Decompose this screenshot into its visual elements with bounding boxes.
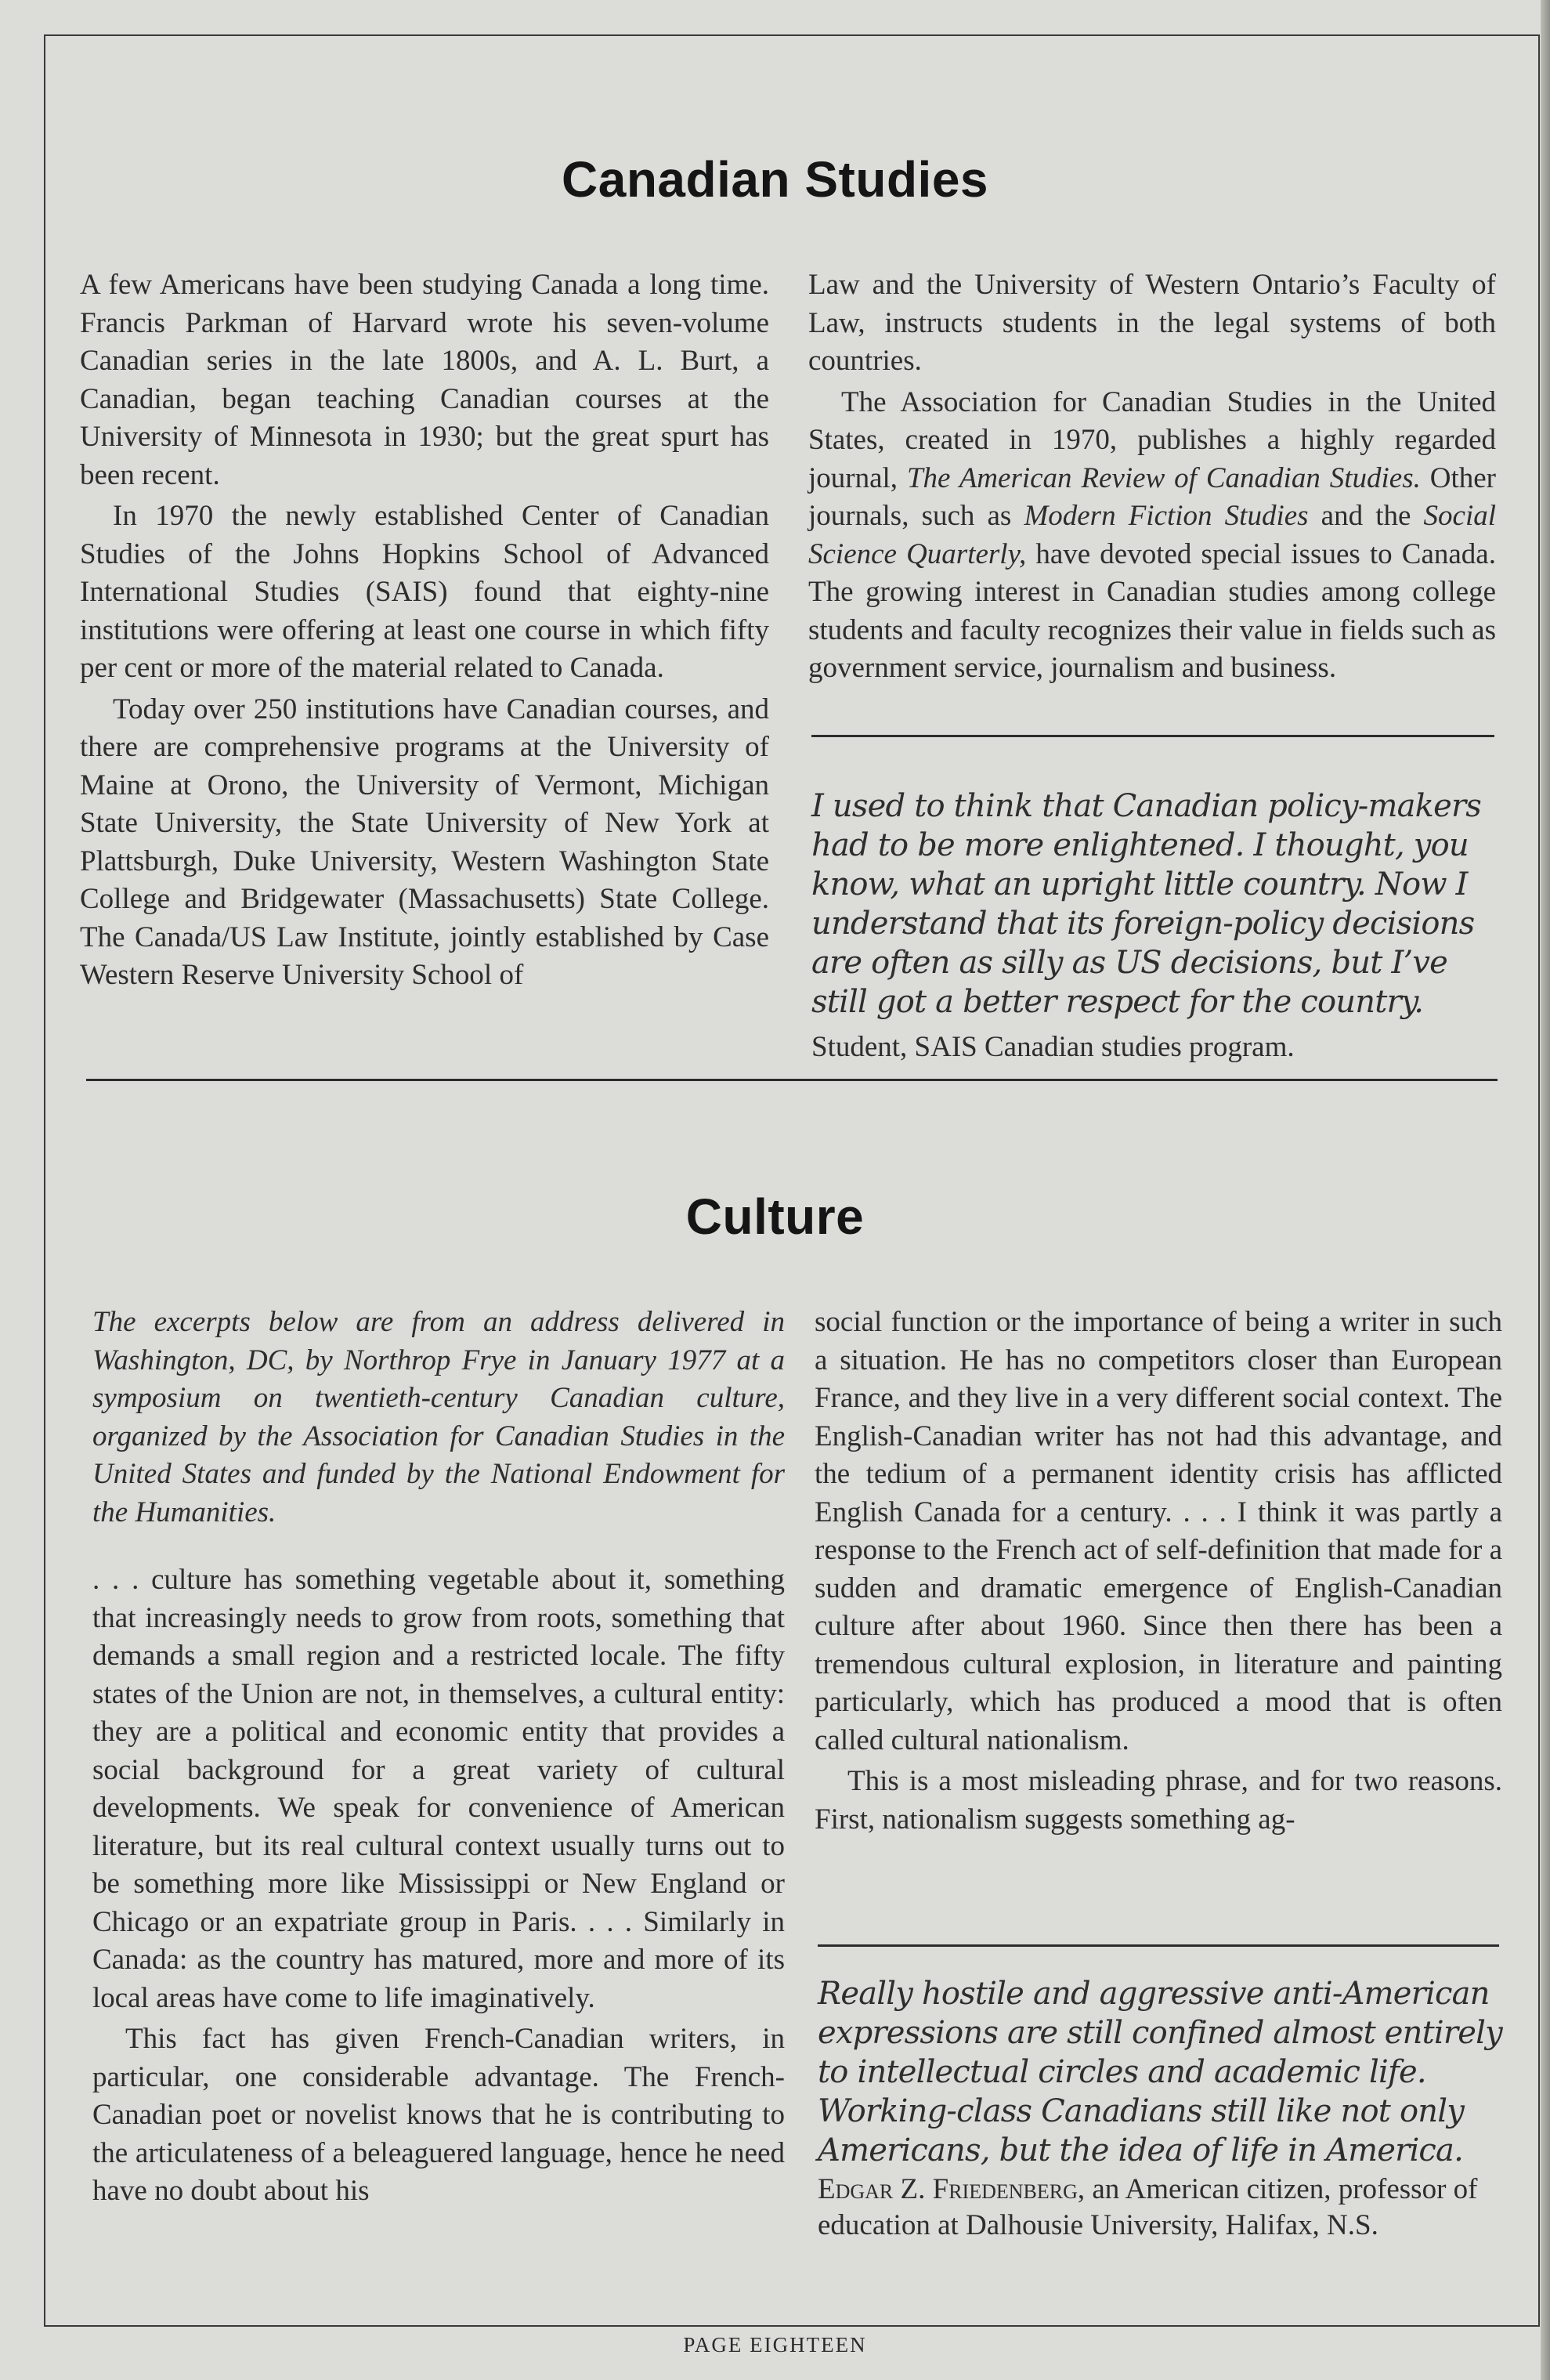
section-title-culture: Culture <box>685 1188 865 1245</box>
paragraph: Law and the University of Western Ontario’s Faculty of Law, instructs students in the legal systems of both countries. <box>808 269 1496 377</box>
quote-divider <box>818 1944 1499 1947</box>
paragraph: A few Americans have been studying Canada a long time. Francis Parkman of Harvard wrote his seven-volume Canadian series in the late 1800s, and A. L. Burt, a Canadian, began teaching Canadian courses at the University of Minnesota in 1930; but the great spurt has been recent. <box>80 269 769 491</box>
text-run: The Association for Canadian Studies in the United States, created in 1970, publishes a highly regarded journal, <box>808 385 1496 494</box>
paragraph: . . . culture has something vegetable about it, something that increasingly needs to grow from roots, something that demands a small region and a restricted locale. The fifty states of the Union are not, in themselves, a cultural entity: they are a political and economic entity that provides a social background for a great variety of cultural developments. We speak for convenience of American literature, but its real cultural context usually turns out to be something more like Mississippi or New England or Chicago or an expatriate group in Paris. . . . Similarly in Canada: as the country has matured, more and more of its local areas have come to life imaginatively. <box>92 1564 785 2014</box>
canadian-studies-right-column <box>808 266 1496 688</box>
paragraph: This is a most misleading phrase, and for two reasons. First, nationalism suggests something ag- <box>815 1765 1502 1836</box>
quote-divider <box>811 735 1494 737</box>
text-run: have devoted special issues to Canada. The growing interest in Canadian studies among college students and faculty recognizes their value in fields such as government service, journalism and business. <box>808 537 1496 684</box>
pull-quote-source <box>818 2172 1499 2244</box>
paragraph: In 1970 the newly established Center of Canadian Studies of the Johns Hopkins School of Advanced International Studies (SAIS) found that eighty-nine institutions were offering at least one course in which fifty per cent or more of the material related to Canada. <box>80 500 769 684</box>
section-divider <box>86 1079 1498 1081</box>
paragraph: Today over 250 institutions have Canadian courses, and there are comprehensive programs at the University of Maine at Orono, the University of Vermont, Michigan State University, the State University of New York at Plattsburgh, Duke University, Western Washington State College and Bridgewater (Massachusetts) State College. The Canada/US Law Institute, jointly established by Case Western Reserve University School of <box>80 693 769 991</box>
paragraph <box>808 384 1496 688</box>
pull-quote-source: Student, SAIS Canadian studies program. <box>811 1031 1295 1063</box>
page-number: PAGE EIGHTEEN <box>683 2333 867 2356</box>
pull-quote: I used to think that Canadian policy-makers had to be more enlightened. I thought, you know, what an upright little country. Now I understand that its foreign-policy decisions are often as silly as US decisions, but I’ve still got a better respect for the country. <box>811 788 1481 1020</box>
intro-paragraph: The excerpts below are from an address delivered in Washington, DC, by Northrop Frye in January 1977 at a symposium on twentieth-century Canadian culture, organized by the Association for Canadian Studies in the United States and funded by the National Endowment for the Humanities. <box>92 1306 785 1528</box>
text-run: and the <box>1308 500 1424 532</box>
canadian-studies-left-column <box>80 266 769 995</box>
section-title-canadian-studies: Canadian Studies <box>562 151 988 208</box>
journal-title: Modern Fiction Studies <box>1024 500 1309 532</box>
culture-right-column <box>815 1304 1502 1839</box>
culture-left-column <box>92 1304 785 2211</box>
journal-title: The American Review of Canadian Studies. <box>906 461 1421 494</box>
quote-author-description: , an American citizen, professor of education at Dalhousie University, Halifax, N.S. <box>818 2173 1478 2241</box>
paragraph: social function or the importance of being a writer in such a situation. He has no competitors closer than European France, and they live in a very different social context. The English-Canadian writer has not had this advantage, and the tedium of a permanent identity crisis has afflicted English Canada for a century. . . . I think it was partly a response to the French act of self-definition that made for a sudden and dramatic emergence of English-Canadian culture after about 1960. Since then there has been a tremendous cultural explosion, in literature and painting particularly, which has produced a mood that is often called cultural nationalism. <box>815 1306 1502 1756</box>
text-run: Other journals, such as <box>808 461 1497 532</box>
paragraph: This fact has given French-Canadian writers, in particular, one considerable advantage. The French-Canadian poet or novelist knows that he is contributing to the articulateness of a beleaguered language, hence he need have no doubt about his <box>92 2023 785 2207</box>
pull-quote: Really hostile and aggressive anti-American expressions are still confined almost entirely to intellectual circles and academic life. Working-class Canadians still like not only Americans, but the idea of life in America. <box>818 1976 1502 2168</box>
journal-title: Social Science Quarterly, <box>808 500 1496 570</box>
quote-author: Edgar Z. Friedenberg <box>818 2173 1078 2205</box>
